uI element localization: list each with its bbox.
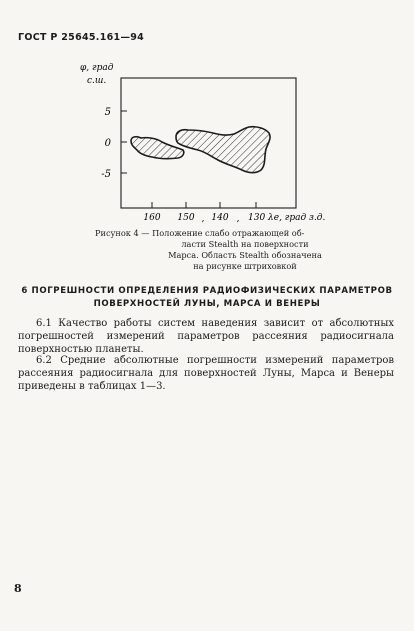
y-tick-label: 0 [104,138,111,149]
x-axis-last-label: 130 λе, град з.д. [248,213,326,223]
caption-rest: ласти Stealth на поверхности Марса. Область Stealth обозначена на рисунке штриховкой [168,239,322,271]
caption-first-line: Рисунок 4 — Положение слабо отражающей об- [95,228,305,238]
x-tick-label: 150 [177,213,195,223]
y-axis-label-line2: с.ш. [87,76,107,86]
figure-caption [95,228,325,272]
section-heading: 6 ПОГРЕШНОСТИ ОПРЕДЕЛЕНИЯ РАДИОФИЗИЧЕСКИХ ПАРАМЕТРОВ ПОВЕРХНОСТЕЙ ЛУНЫ, МАРСА И ВЕНЕРЫ [21,286,393,309]
y-tick-label: -5 [101,169,111,180]
paragraph-6-1: 6.1 Качество работы систем наведения зависит от абсолютных погрешностей измерений параметров рассеяния радиосигнала поверхностью планеты. [18,318,394,355]
y-tick-label: 5 [104,107,111,118]
stealth-region-figure [0,0,414,231]
x-tick-separator: , [201,214,205,224]
x-tick-separator: , [236,214,240,224]
y-axis-label-line1: φ, град [80,63,114,73]
page-number: 8 [14,582,22,595]
x-tick-label: 160 [143,213,161,223]
document-header: ГОСТ Р 25645.161—94 [18,32,145,43]
x-tick-label: 140 [211,213,229,223]
stealth-region-east [176,127,270,173]
paragraph-6-2: 6.2 Средние абсолютные погрешности измерений параметров рассеяния радиосигнала для поверхностей Луны, Марса и Венеры приведены в таблицах 1—3. [18,355,394,392]
